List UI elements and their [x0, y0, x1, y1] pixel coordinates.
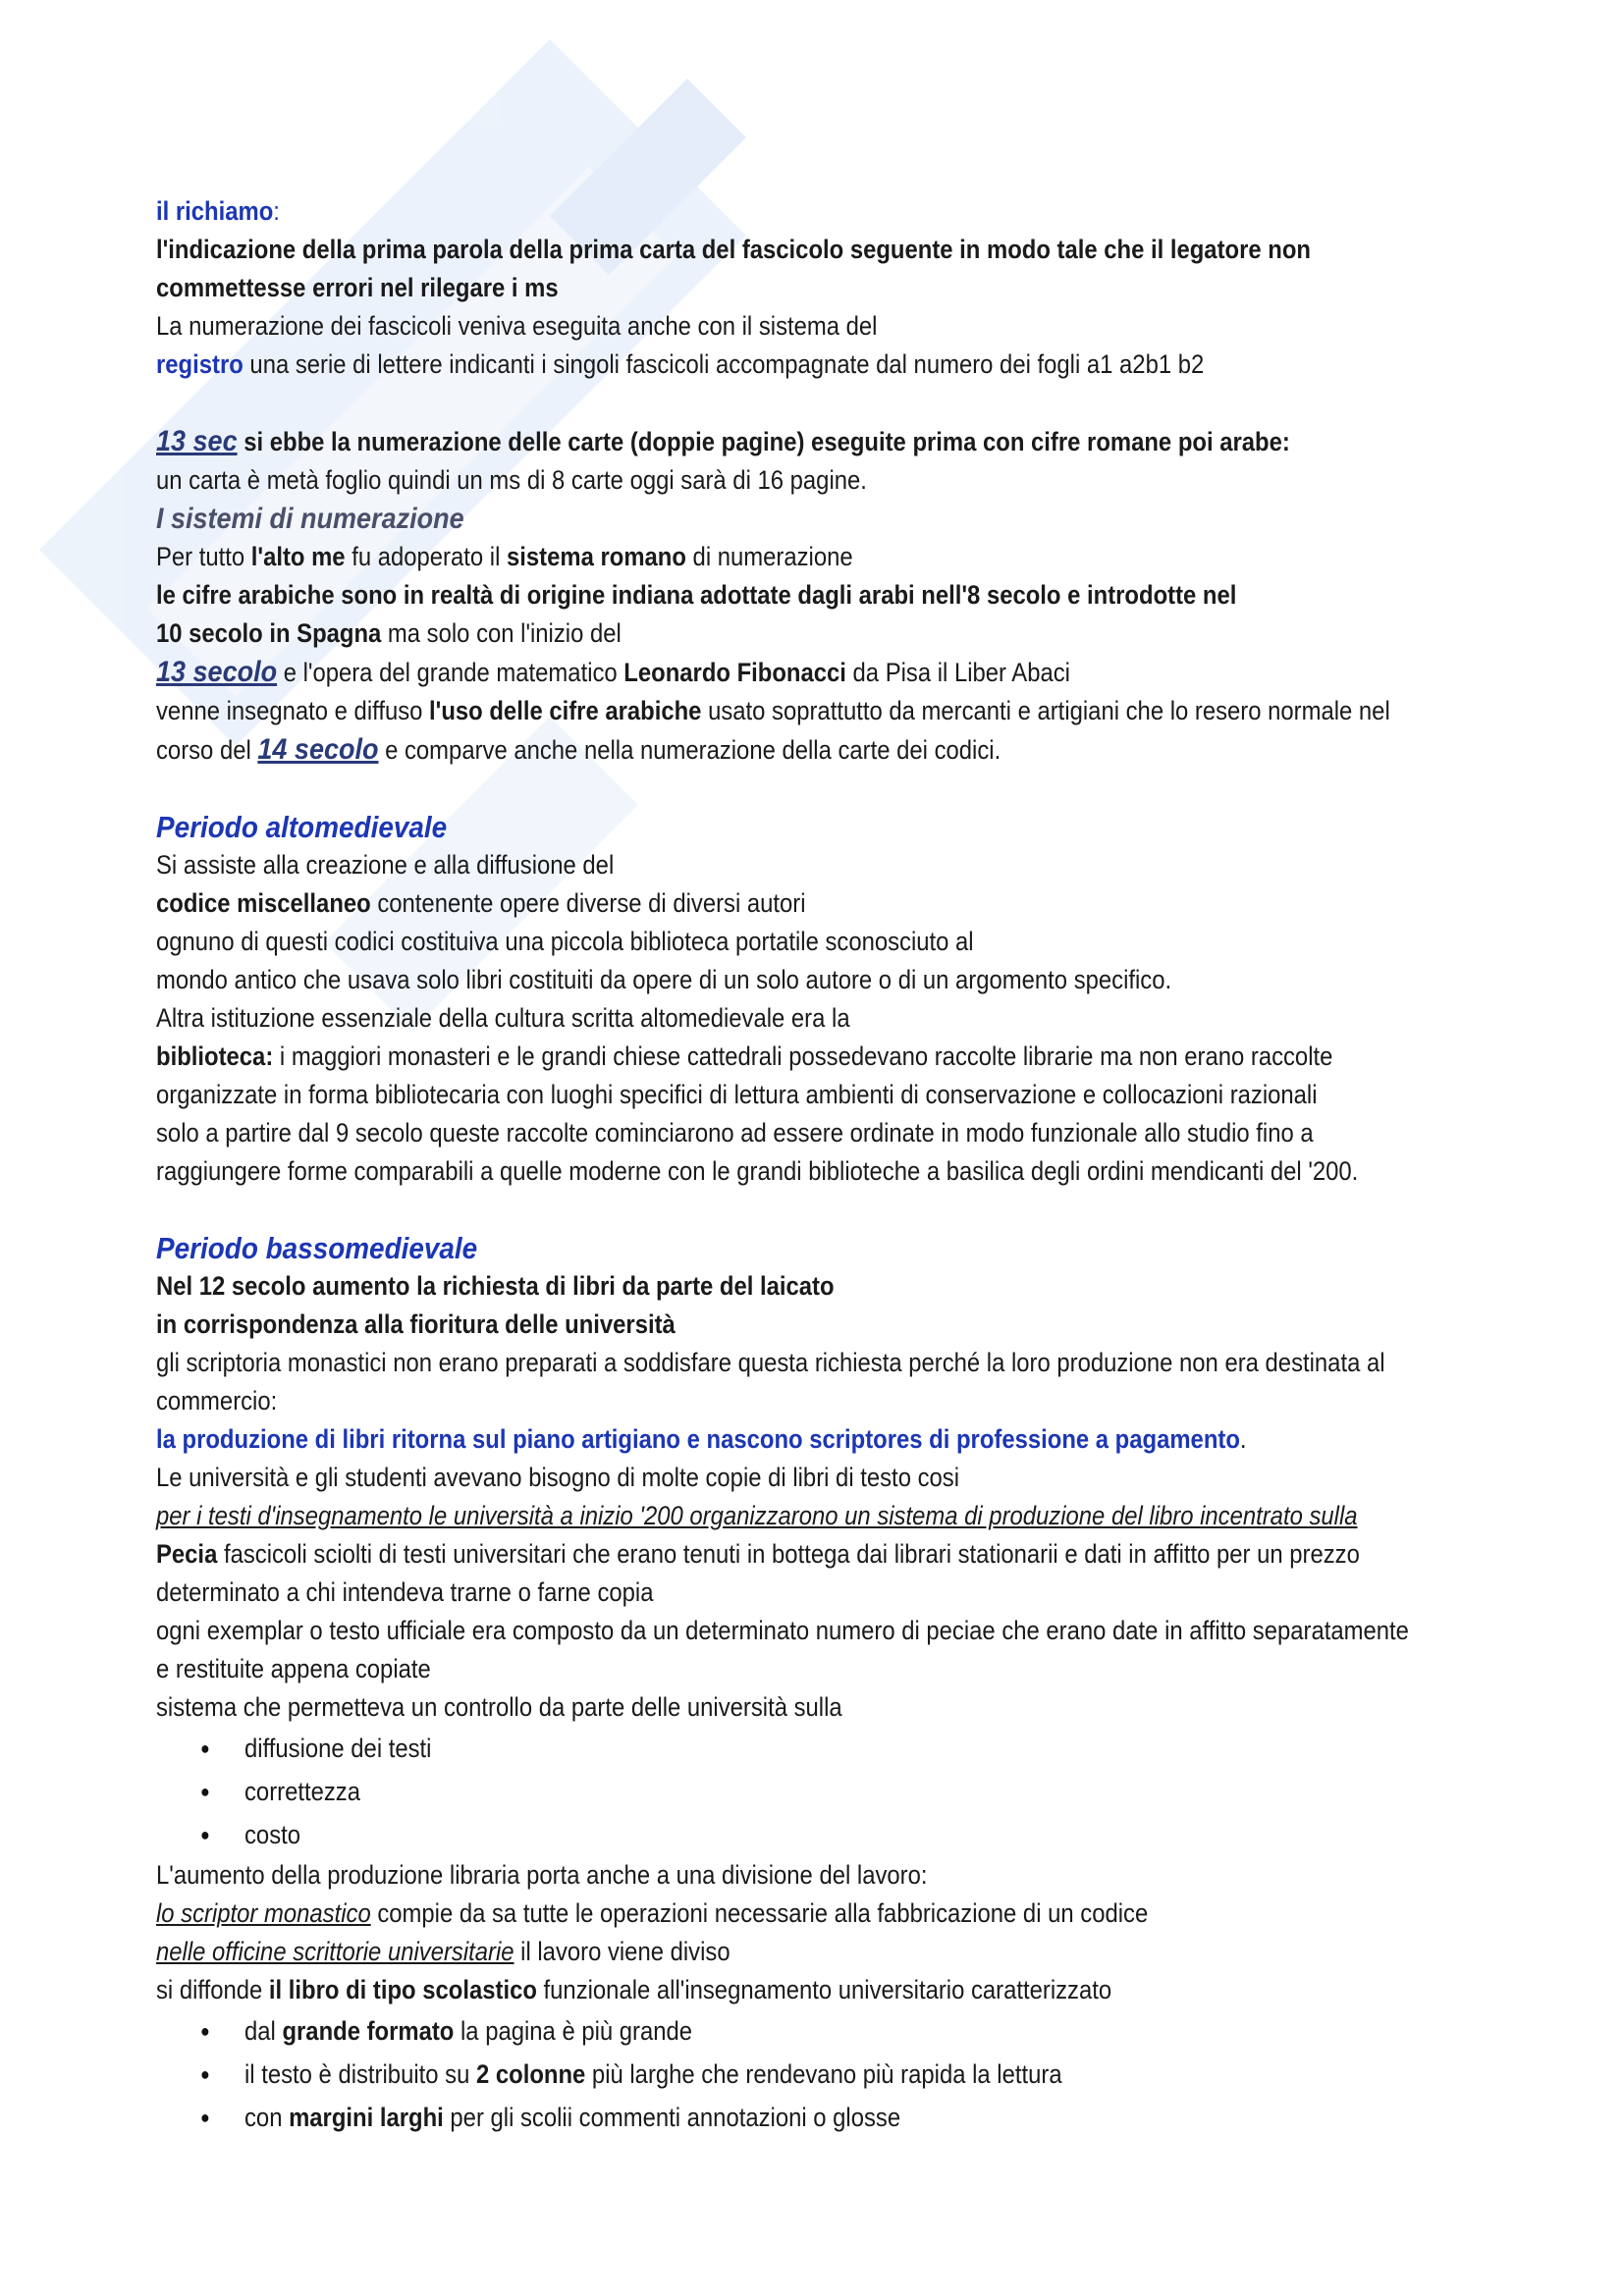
secolo14-line: corso del 14 secolo e comparve anche nella numerazione della carte dei codici. [156, 733, 1001, 766]
alto-line-3: ognuno di questi codici costituiva una piccola biblioteca portatile sconosciuto al [156, 927, 974, 956]
spagna-line: 10 secolo in Spagna ma solo con l'inizio del [156, 618, 622, 648]
registro-term: registro [156, 349, 243, 379]
secolo13-term: 13 secolo [156, 656, 278, 688]
basso-line-7: per i testi d'insegnamento le università a inizio '200 organizzarono un sistema di produzione del libro incentrato sulla [156, 1501, 1358, 1530]
richiamo-line: il richiamo: [156, 196, 280, 226]
basso-line-4: commercio: [156, 1386, 278, 1415]
libro-scolastico-line: si diffonde il libro di tipo scolastico funzionale all'insegnamento universitario caratterizzato [156, 1975, 1112, 2004]
alto-me-line: Per tutto l'alto me fu adoperato il sistema romano di numerazione [156, 542, 853, 571]
alto-line-6: biblioteca: i maggiori monasteri e le grandi chiese cattedrali possedevano raccolte librarie ma non erano raccolte [156, 1041, 1333, 1071]
basso-line-10: ogni exemplar o testo ufficiale era composto da un determinato numero di peciae che erano date in affitto separatamente [156, 1616, 1409, 1645]
carta-line: un carta è metà foglio quindi un ms di 8 carte oggi sarà di 16 pagine. [156, 465, 867, 495]
uso-cifre-line: venne insegnato e diffuso l'uso delle cifre arabiche usato soprattutto da mercanti e artigiani che lo resero normale nel [156, 696, 1390, 725]
alto-line-9: raggiungere forme comparabili a quelle moderne con le grandi biblioteche a basilica degli ordini mendicanti del '200. [156, 1156, 1359, 1186]
list-item: ● con margini larghi per gli scolii commenti annotazioni o glosse [156, 2096, 1491, 2139]
alto-line-1: Si assiste alla creazione e alla diffusione del [156, 850, 615, 880]
list-item: ● correttezza [156, 1770, 1491, 1813]
basso-line-9: determinato a chi intendeva trarne o farne copia [156, 1577, 654, 1607]
cifre-arabiche-line: le cifre arabiche sono in realtà di origine indiana adottate dagli arabi nell'8 secolo e introdotte nel [156, 580, 1237, 610]
basso-line-3: gli scriptoria monastici non erano preparati a soddisfare questa richiesta perché la loro produzione non era destinata al [156, 1348, 1385, 1377]
officine-line: nelle officine scrittorie universitarie il lavoro viene diviso [156, 1937, 730, 1966]
heading-sistemi-numerazione: I sistemi di numerazione [156, 503, 464, 535]
list-item: ● dal grande formato la pagina è più grande [156, 2009, 1491, 2053]
list-item: ● costo [156, 1813, 1491, 1856]
richiamo-term: il richiamo [156, 196, 274, 226]
basso-line-11: e restituite appena copiate [156, 1654, 431, 1683]
basso-line-6: Le università e gli studenti avevano bisogno di molte copie di libri di testo cosi [156, 1463, 960, 1492]
document-page [156, 192, 1491, 2139]
alto-line-2: codice miscellaneo contenente opere diverse di diversi autori [156, 888, 806, 918]
alto-line-5: Altra istituzione essenziale della cultura scritta altomedievale era la [156, 1003, 850, 1033]
richiamo-definition-cont: commettesse errori nel rilegare i ms [156, 273, 559, 302]
numerazione-line: La numerazione dei fascicoli veniva eseguita anche con il sistema del [156, 311, 878, 341]
richiamo-definition: l'indicazione della prima parola della prima carta del fascicolo seguente in modo tale che il legatore non [156, 235, 1311, 264]
alto-line-4: mondo antico che usava solo libri costituiti da opere di un solo autore o di un argomento specifico. [156, 965, 1172, 994]
basso-line-5: la produzione di libri ritorna sul piano artigiano e nascono scriptores di professione a pagamento. [156, 1424, 1247, 1454]
sec13-term: 13 sec [156, 425, 238, 457]
basso-line-12: sistema che permetteva un controllo da parte delle università sulla [156, 1692, 842, 1722]
basso-line-2: in corrispondenza alla fioritura delle università [156, 1309, 676, 1339]
pecia-line: Pecia fascicoli sciolti di testi universitari che erano tenuti in bottega dai librari stationarii e dati in affitto per un prezzo [156, 1539, 1360, 1569]
secolo14-term: 14 secolo [257, 733, 379, 766]
alto-line-7: organizzate in forma bibliotecaria con luoghi specifici di lettura ambienti di conservazione e collocazioni razionali [156, 1080, 1318, 1109]
alto-line-8: solo a partire dal 9 secolo queste raccolte cominciarono ad essere ordinate in modo funzionale allo studio fino a [156, 1118, 1314, 1148]
caratteristiche-list [156, 2009, 1491, 2139]
controllo-list [156, 1727, 1491, 1856]
sec13-line: 13 sec si ebbe la numerazione delle carte (doppie pagine) eseguite prima con cifre romane poi arabe: [156, 425, 1290, 457]
basso-line-1: Nel 12 secolo aumento la richiesta di libri da parte del laicato [156, 1271, 835, 1301]
heading-periodo-bassomedievale: Periodo bassomedievale [156, 1231, 478, 1265]
fibonacci-line: 13 secolo e l'opera del grande matematico Leonardo Fibonacci da Pisa il Liber Abaci [156, 656, 1070, 688]
list-item: ● diffusione dei testi [156, 1727, 1491, 1770]
basso-line-13: L'aumento della produzione libraria porta anche a una divisione del lavoro: [156, 1860, 928, 1890]
heading-periodo-altomedievale: Periodo altomedievale [156, 810, 448, 844]
pecia-term: Pecia [156, 1539, 218, 1569]
scriptor-line: lo scriptor monastico compie da sa tutte le operazioni necessarie alla fabbricazione di un codice [156, 1898, 1149, 1928]
registro-line: registro una serie di lettere indicanti i singoli fascicoli accompagnate dal numero dei fogli a1 a2b1 b2 [156, 349, 1205, 379]
list-item: ● il testo è distribuito su 2 colonne più larghe che rendevano più rapida la lettura [156, 2053, 1491, 2096]
